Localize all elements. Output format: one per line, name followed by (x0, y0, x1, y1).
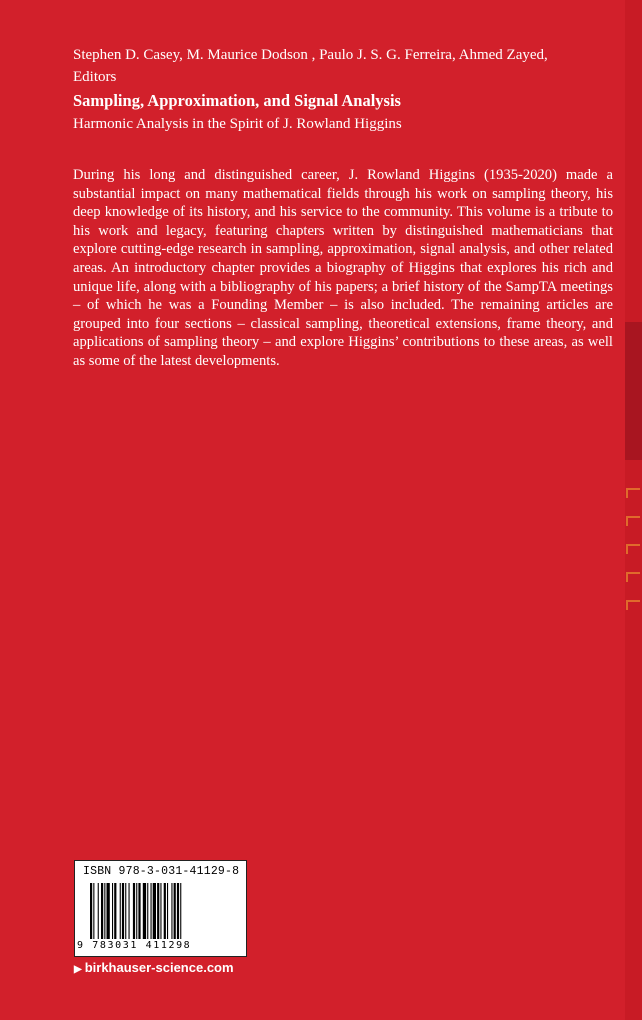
barcode-bar (114, 883, 116, 939)
barcode-bar (93, 883, 94, 939)
barcode-bar (180, 883, 181, 939)
barcode-bar (147, 883, 148, 939)
website-label: birkhauser-science.com (84, 960, 234, 975)
barcode-bar (133, 883, 135, 939)
spine-decoration (626, 544, 640, 554)
barcode-bar (136, 883, 137, 939)
barcode-digits: 9 783031 411298 (77, 940, 192, 951)
spine-decoration (626, 572, 640, 582)
barcode-bars (90, 883, 232, 941)
barcode-bar (101, 883, 103, 939)
barcode-bar (164, 883, 166, 939)
barcode-bar (157, 883, 159, 939)
spine-edge (625, 0, 642, 1020)
barcode-bar (174, 883, 176, 939)
barcode-bar (153, 883, 156, 939)
barcode-bar (120, 883, 121, 939)
spine-decoration (626, 516, 640, 526)
barcode-bar (167, 883, 168, 939)
isbn-label: ISBN 978-3-031-41129-8 (83, 865, 240, 878)
publisher-website-link[interactable] (74, 960, 234, 975)
barcode-bar (151, 883, 152, 939)
barcode-bar (90, 883, 92, 939)
barcode-bar (177, 883, 179, 939)
barcode-bar (104, 883, 105, 939)
editors-list: Stephen D. Casey, M. Maurice Dodson , Paulo J. S. G. Ferreira, Ahmed Zayed, Editors (73, 47, 548, 85)
spine-decoration (626, 600, 640, 610)
arrow-right-icon: ▶ (74, 964, 82, 975)
spine-decoration (626, 488, 640, 498)
barcode-bar (171, 883, 172, 939)
spine-band (625, 322, 642, 460)
barcode-bar (129, 883, 130, 939)
barcode-bar (107, 883, 110, 939)
barcode-bar (122, 883, 124, 939)
barcode-bar (125, 883, 126, 939)
barcode-bar (160, 883, 161, 939)
barcode-bar (143, 883, 146, 939)
book-description: During his long and distinguished career, J. Rowland Higgins (1935-2020) made a substantial impact on many mathematical fields through his work on sampling theory, his deep knowledge of its history, and his service to the community. This volume is a tribute to his work and legacy, featuring chapters written by distinguished mathematicians that explore cutting-edge research in sampling, approximation, signal analysis, and other related areas. An introductory chapter provides a biography of Higgins that explores his rich and unique life, along with a bibliography of his papers; a brief history of the SampTA meetings – of which he was a Founding Member – is also included. The remaining articles are grouped into four sections – classical sampling, theoretical extensions, frame theory, and applications of sampling theory – and explore Higgins’ contributions to these areas, as well as some of the latest developments. (73, 167, 613, 369)
isbn-barcode (74, 860, 247, 957)
barcode-bar (98, 883, 99, 939)
barcode-bar (138, 883, 140, 939)
book-title: Sampling, Approximation, and Signal Analysis (73, 91, 401, 110)
book-subtitle: Harmonic Analysis in the Spirit of J. Rowland Higgins (73, 116, 402, 132)
barcode-bar (112, 883, 113, 939)
